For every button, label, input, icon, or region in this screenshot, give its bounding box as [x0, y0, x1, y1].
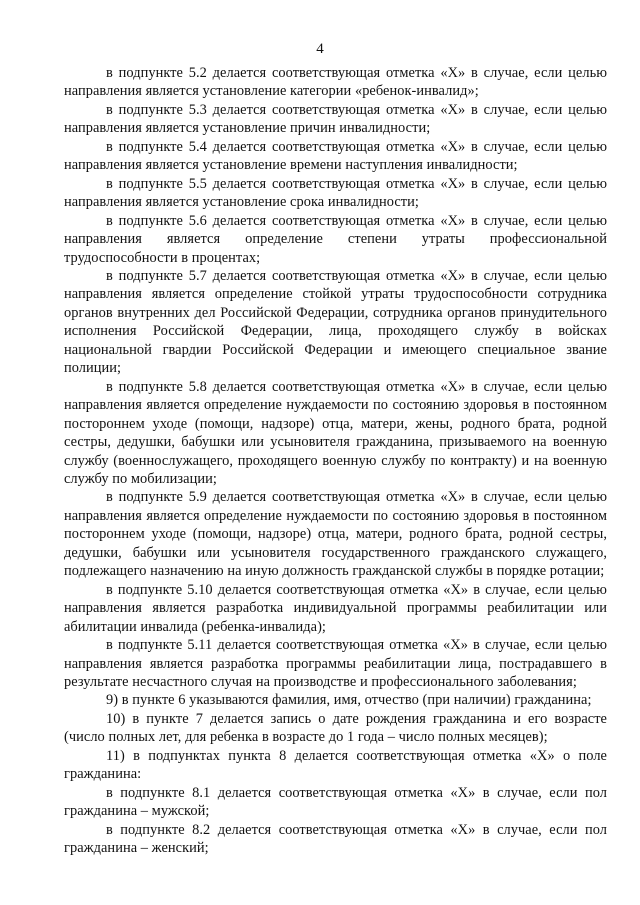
- paragraph-8-2: в подпункте 8.2 делается соответствующая отметка «Х» в случае, если пол гражданина – женский;: [64, 821, 607, 857]
- paragraph-5-3: в подпункте 5.3 делается соответствующая отметка «Х» в случае, если целью направления является установление причин инвалидности;: [64, 101, 607, 137]
- paragraph-5-4: в подпункте 5.4 делается соответствующая отметка «Х» в случае, если целью направления является установление времени наступления инвалидности;: [64, 138, 607, 174]
- paragraph-5-5: в подпункте 5.5 делается соответствующая отметка «Х» в случае, если целью направления является установление срока инвалидности;: [64, 175, 607, 211]
- paragraph-5-7: в подпункте 5.7 делается соответствующая отметка «Х» в случае, если целью направления является определение стойкой утраты трудоспособности сотрудника органов внутренних дел Российской Федерации, сотрудника органов принудительного исполнения Российской Федерации, лица, проходящего службу в войсках национальной гвардии Российской Федерации и имеющего специальное звание полиции;: [64, 267, 607, 377]
- page-number: 4: [316, 41, 324, 57]
- paragraph-5-10: в подпункте 5.10 делается соответствующая отметка «Х» в случае, если целью направления является разработка индивидуальной программы реабилитации или абилитации инвалида (ребенка-инвалида);: [64, 581, 607, 635]
- paragraph-8-1: в подпункте 8.1 делается соответствующая отметка «Х» в случае, если пол гражданина – мужской;: [64, 784, 607, 820]
- document-body: [64, 64, 607, 857]
- paragraph-item-11: 11) в подпунктах пункта 8 делается соответствующая отметка «Х» о поле гражданина:: [64, 747, 607, 783]
- paragraph-5-2: в подпункте 5.2 делается соответствующая отметка «Х» в случае, если целью направления является установление категории «ребенок-инвалид»;: [64, 65, 607, 100]
- paragraph-5-9: в подпункте 5.9 делается соответствующая отметка «Х» в случае, если целью направления является определение нуждаемости по состоянию здоровья в постоянном постороннем уходе (помощи, надзоре) отца, матери, родного брата, родной сестры, дедушки, бабушки или усыновителя государственного гражданского служащего, подлежащего назначению на иную должность гражданской службы в порядке ротации;: [64, 489, 607, 580]
- paragraph-item-9: 9) в пункте 6 указываются фамилия, имя, отчество (при наличии) гражданина;: [106, 692, 592, 709]
- paragraph-5-6: в подпункте 5.6 делается соответствующая отметка «Х» в случае, если целью направления является определение степени утраты профессиональной трудоспособности в процентах;: [64, 212, 607, 266]
- paragraph-5-11: в подпункте 5.11 делается соответствующая отметка «Х» в случае, если целью направления является разработка программы реабилитации лица, пострадавшего в результате несчастного случая на производстве и профессионального заболевания;: [64, 637, 607, 690]
- paragraph-item-10: 10) в пункте 7 делается запись о дате рождения гражданина и его возрасте (число полных лет, для ребенка в возрасте до 1 года – число полных месяцев);: [64, 710, 607, 746]
- paragraph-5-8: в подпункте 5.8 делается соответствующая отметка «Х» в случае, если целью направления является определение нуждаемости по состоянию здоровья в постоянном постороннем уходе (помощи, надзоре) отца, матери, жены, родного брата, родной сестры, дедушки, бабушки или усыновителя гражданина, призываемого на военную службу (военнослужащего, проходящего военную службу по контракту) и на военную службу по мобилизации;: [64, 378, 607, 487]
